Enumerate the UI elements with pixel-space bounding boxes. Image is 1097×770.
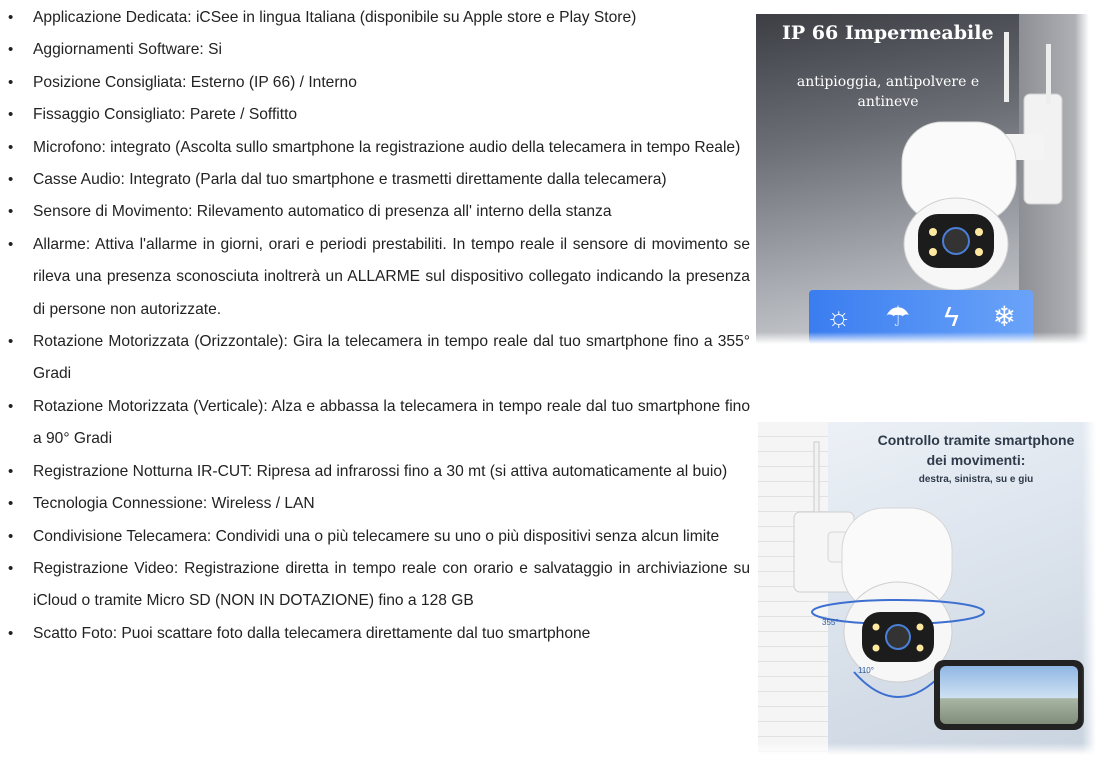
image-subtitle: antipioggia, antipolvere e antineve — [796, 74, 980, 110]
list-item: • Casse Audio: Integrato (Parla dal tuo smartphone e trasmetti direttamente dalla telecamera) — [8, 164, 750, 196]
snow-icon: ❄ — [992, 301, 1017, 332]
smartphone — [934, 660, 1084, 730]
list-item: • Aggiornamenti Software: Si — [8, 34, 750, 66]
list-item: • Fissaggio Consigliato: Parete / Soffitto — [8, 99, 750, 131]
list-item: • Registrazione Notturna IR-CUT: Ripresa ad infrarossi fino a 30 mt (si attiva automaticamente al buio) — [8, 456, 750, 488]
list-item: • Microfono: integrato (Ascolta sullo smartphone la registrazione audio della telecamera in tempo Reale) — [8, 132, 750, 164]
rain-icon: ☂ — [885, 301, 911, 332]
sun-icon: ☼ — [825, 301, 852, 332]
smartphone-control-image — [758, 422, 1096, 755]
storm-icon: ϟ — [944, 301, 959, 332]
list-item: • Registrazione Video: Registrazione diretta in tempo reale con orario e salvataggio in archiviazione su iCloud o tramite Micro SD (NON IN DOTAZIONE) fino a 128 GB — [8, 553, 750, 618]
image-subtitle: destra, sinistra, su e giu — [918, 474, 1034, 485]
waterproof-product-image — [756, 14, 1089, 344]
list-item: • Posizione Consigliata: Esterno (IP 66) / Interno — [8, 67, 750, 99]
list-item: • Scatto Foto: Puoi scattare foto dalla telecamera direttamente dal tuo smartphone — [8, 618, 750, 650]
image-title: IP 66 Impermeabile — [782, 22, 994, 44]
rotation-horizontal-label: 355° — [822, 618, 839, 627]
list-item: • Tecnologia Connessione: Wireless / LAN — [8, 488, 750, 520]
list-item: • Allarme: Attiva l'allarme in giorni, orari e periodi prestabiliti. In tempo reale il sensore di movimento se rileva una presenza sconosciuta inoltrerà un ALLARME sul dispositivo collegato indicando la presenza di persone non autorizzate. — [8, 229, 750, 326]
list-item: • Sensore di Movimento: Rilevamento automatico di presenza all' interno della stanza — [8, 196, 750, 228]
image-title: Controllo tramite smartphone dei movimenti: — [877, 432, 1075, 468]
list-item: • Rotazione Motorizzata (Orizzontale): Gira la telecamera in tempo reale dal tuo smartphone fino a 355° Gradi — [8, 326, 750, 391]
smartphone-screen — [940, 666, 1078, 724]
rotation-vertical-label: 110° — [858, 666, 874, 675]
feature-list — [8, 2, 750, 650]
list-item: • Condivisione Telecamera: Condividi una o più telecamere su uno o più dispositivi senza alcun limite — [8, 521, 750, 553]
list-item: • Applicazione Dedicata: iCSee in lingua Italiana (disponibile su Apple store e Play Store) — [8, 2, 750, 34]
list-item: • Rotazione Motorizzata (Verticale): Alza e abbassa la telecamera in tempo reale dal tuo smartphone fino a 90° Gradi — [8, 391, 750, 456]
